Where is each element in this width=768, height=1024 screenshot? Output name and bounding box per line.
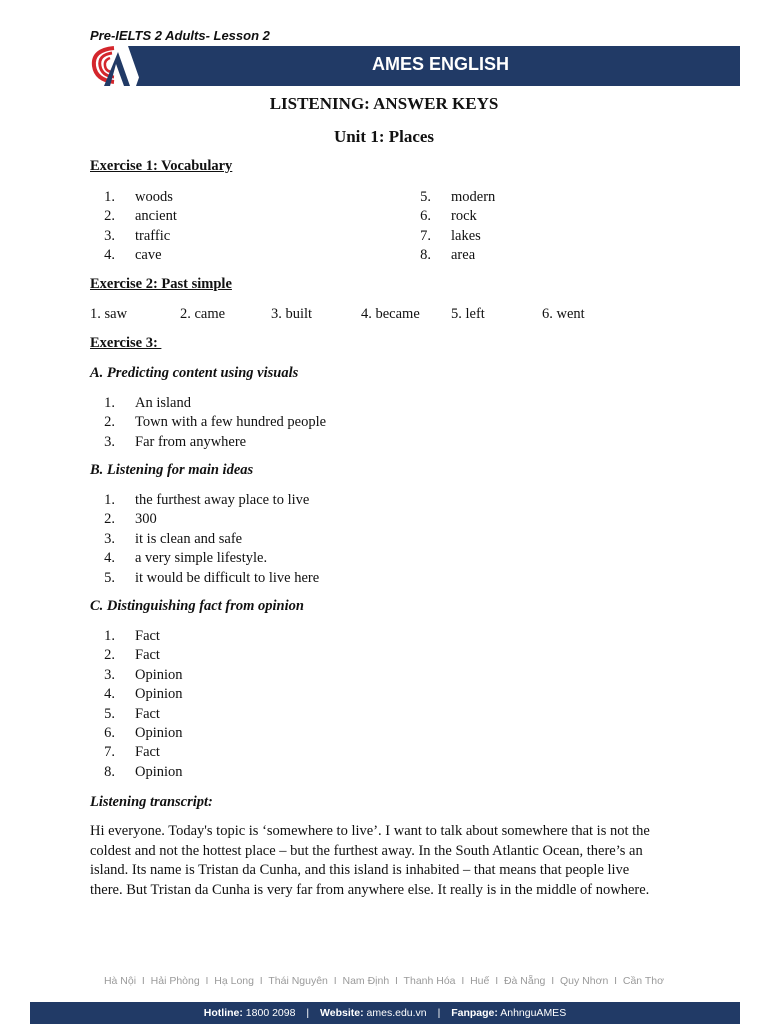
list-item: 2. ancient	[104, 208, 177, 225]
footer-separator: |	[306, 1007, 310, 1019]
past-simple-item: 1. saw	[90, 306, 128, 322]
list-item: 3. it is clean and safe	[104, 530, 243, 547]
footer-bar	[30, 1002, 740, 1024]
section-b-list	[90, 491, 319, 588]
list-item: 8. Opinion	[104, 763, 183, 780]
unit-title: Unit 1: Places	[333, 127, 435, 146]
list-item: 8. area	[420, 247, 476, 264]
section-a-list	[90, 394, 326, 452]
list-item: 3. Far from anywhere	[104, 433, 247, 450]
list-item: 4. a very simple lifestyle.	[104, 550, 268, 567]
exercise-1-list-left	[90, 188, 177, 266]
list-item: 5. it would be difficult to live here	[104, 569, 320, 586]
list-item: 3. traffic	[104, 227, 171, 244]
list-item: 2. Fact	[104, 647, 160, 664]
list-item: 5. Fact	[104, 705, 160, 722]
section-a-title: A. Predicting content using visuals	[90, 365, 299, 381]
hotline-value: 1800 2098	[245, 1007, 296, 1019]
list-item: 2. 300	[104, 511, 157, 528]
past-simple-item: 6. went	[542, 306, 585, 322]
past-simple-item: 5. left	[451, 306, 485, 322]
hotline-label: Hotline:	[203, 1007, 243, 1019]
list-item: 6. rock	[420, 208, 477, 225]
list-item: 3. Opinion	[104, 666, 183, 683]
past-simple-item: 2. came	[180, 306, 226, 322]
footer-separator: |	[437, 1007, 441, 1019]
list-item: 7. Fact	[104, 744, 160, 761]
footer-cities: Hà Nội I Hải Phòng I Hạ Long I Thái Nguyên I Nam Định I Thanh Hóa I Huế I Đà Nẵng I Quy Nhơn I Cần Thơ	[103, 975, 665, 987]
exercise-1-heading: Exercise 1: Vocabulary	[90, 158, 233, 174]
transcript-line: island. Its name is Tristan da Cunha, and this island is inhabited – that means that people live	[90, 862, 630, 879]
fanpage-link[interactable]: AnhnguAMES	[500, 1007, 567, 1019]
exercise-1-list-right	[406, 188, 495, 266]
fanpage-label: Fanpage:	[451, 1007, 498, 1019]
transcript-line: there. But Tristan da Cunha is very far from anywhere else. It really is in the middle of nowhere.	[90, 881, 650, 898]
list-item: 1. the furthest away place to live	[104, 492, 310, 508]
website-link[interactable]: ames.edu.vn	[366, 1007, 427, 1019]
exercise-3-heading: Exercise 3:	[90, 335, 162, 351]
list-item: 4. Opinion	[104, 686, 183, 703]
transcript-line: coldest and not the hottest place – but the furthest away. In the South Atlantic Ocean, there’s an	[90, 842, 643, 859]
section-c-list	[90, 627, 183, 782]
page-title: LISTENING: ANSWER KEYS	[269, 94, 499, 113]
transcript-heading: Listening transcript:	[90, 794, 213, 810]
website-label: Website:	[320, 1007, 364, 1019]
list-item: 2. Town with a few hundred people	[104, 414, 327, 431]
section-c-title: C. Distinguishing fact from opinion	[90, 598, 304, 614]
transcript-line: Hi everyone. Today's topic is ‘somewhere to live’. I want to talk about somewhere that is not the	[90, 823, 650, 839]
transcript-paragraph	[90, 822, 680, 900]
past-simple-item: 3. built	[271, 306, 313, 322]
section-b-title: B. Listening for main ideas	[90, 462, 254, 478]
brand-name: AMES ENGLISH	[372, 54, 510, 74]
list-item: 4. cave	[104, 247, 162, 264]
list-item: 1. woods	[104, 189, 173, 205]
exercise-2-heading: Exercise 2: Past simple	[90, 276, 232, 292]
list-item: 5. modern	[420, 189, 496, 205]
list-item: 7. lakes	[420, 227, 481, 244]
list-item: 1. Fact	[104, 628, 160, 644]
ames-logo-icon	[84, 44, 150, 88]
past-simple-item: 4. became	[361, 306, 420, 322]
list-item: 1. An island	[104, 395, 191, 411]
list-item: 6. Opinion	[104, 724, 183, 741]
course-label: Pre-IELTS 2 Adults- Lesson 2	[90, 28, 270, 43]
